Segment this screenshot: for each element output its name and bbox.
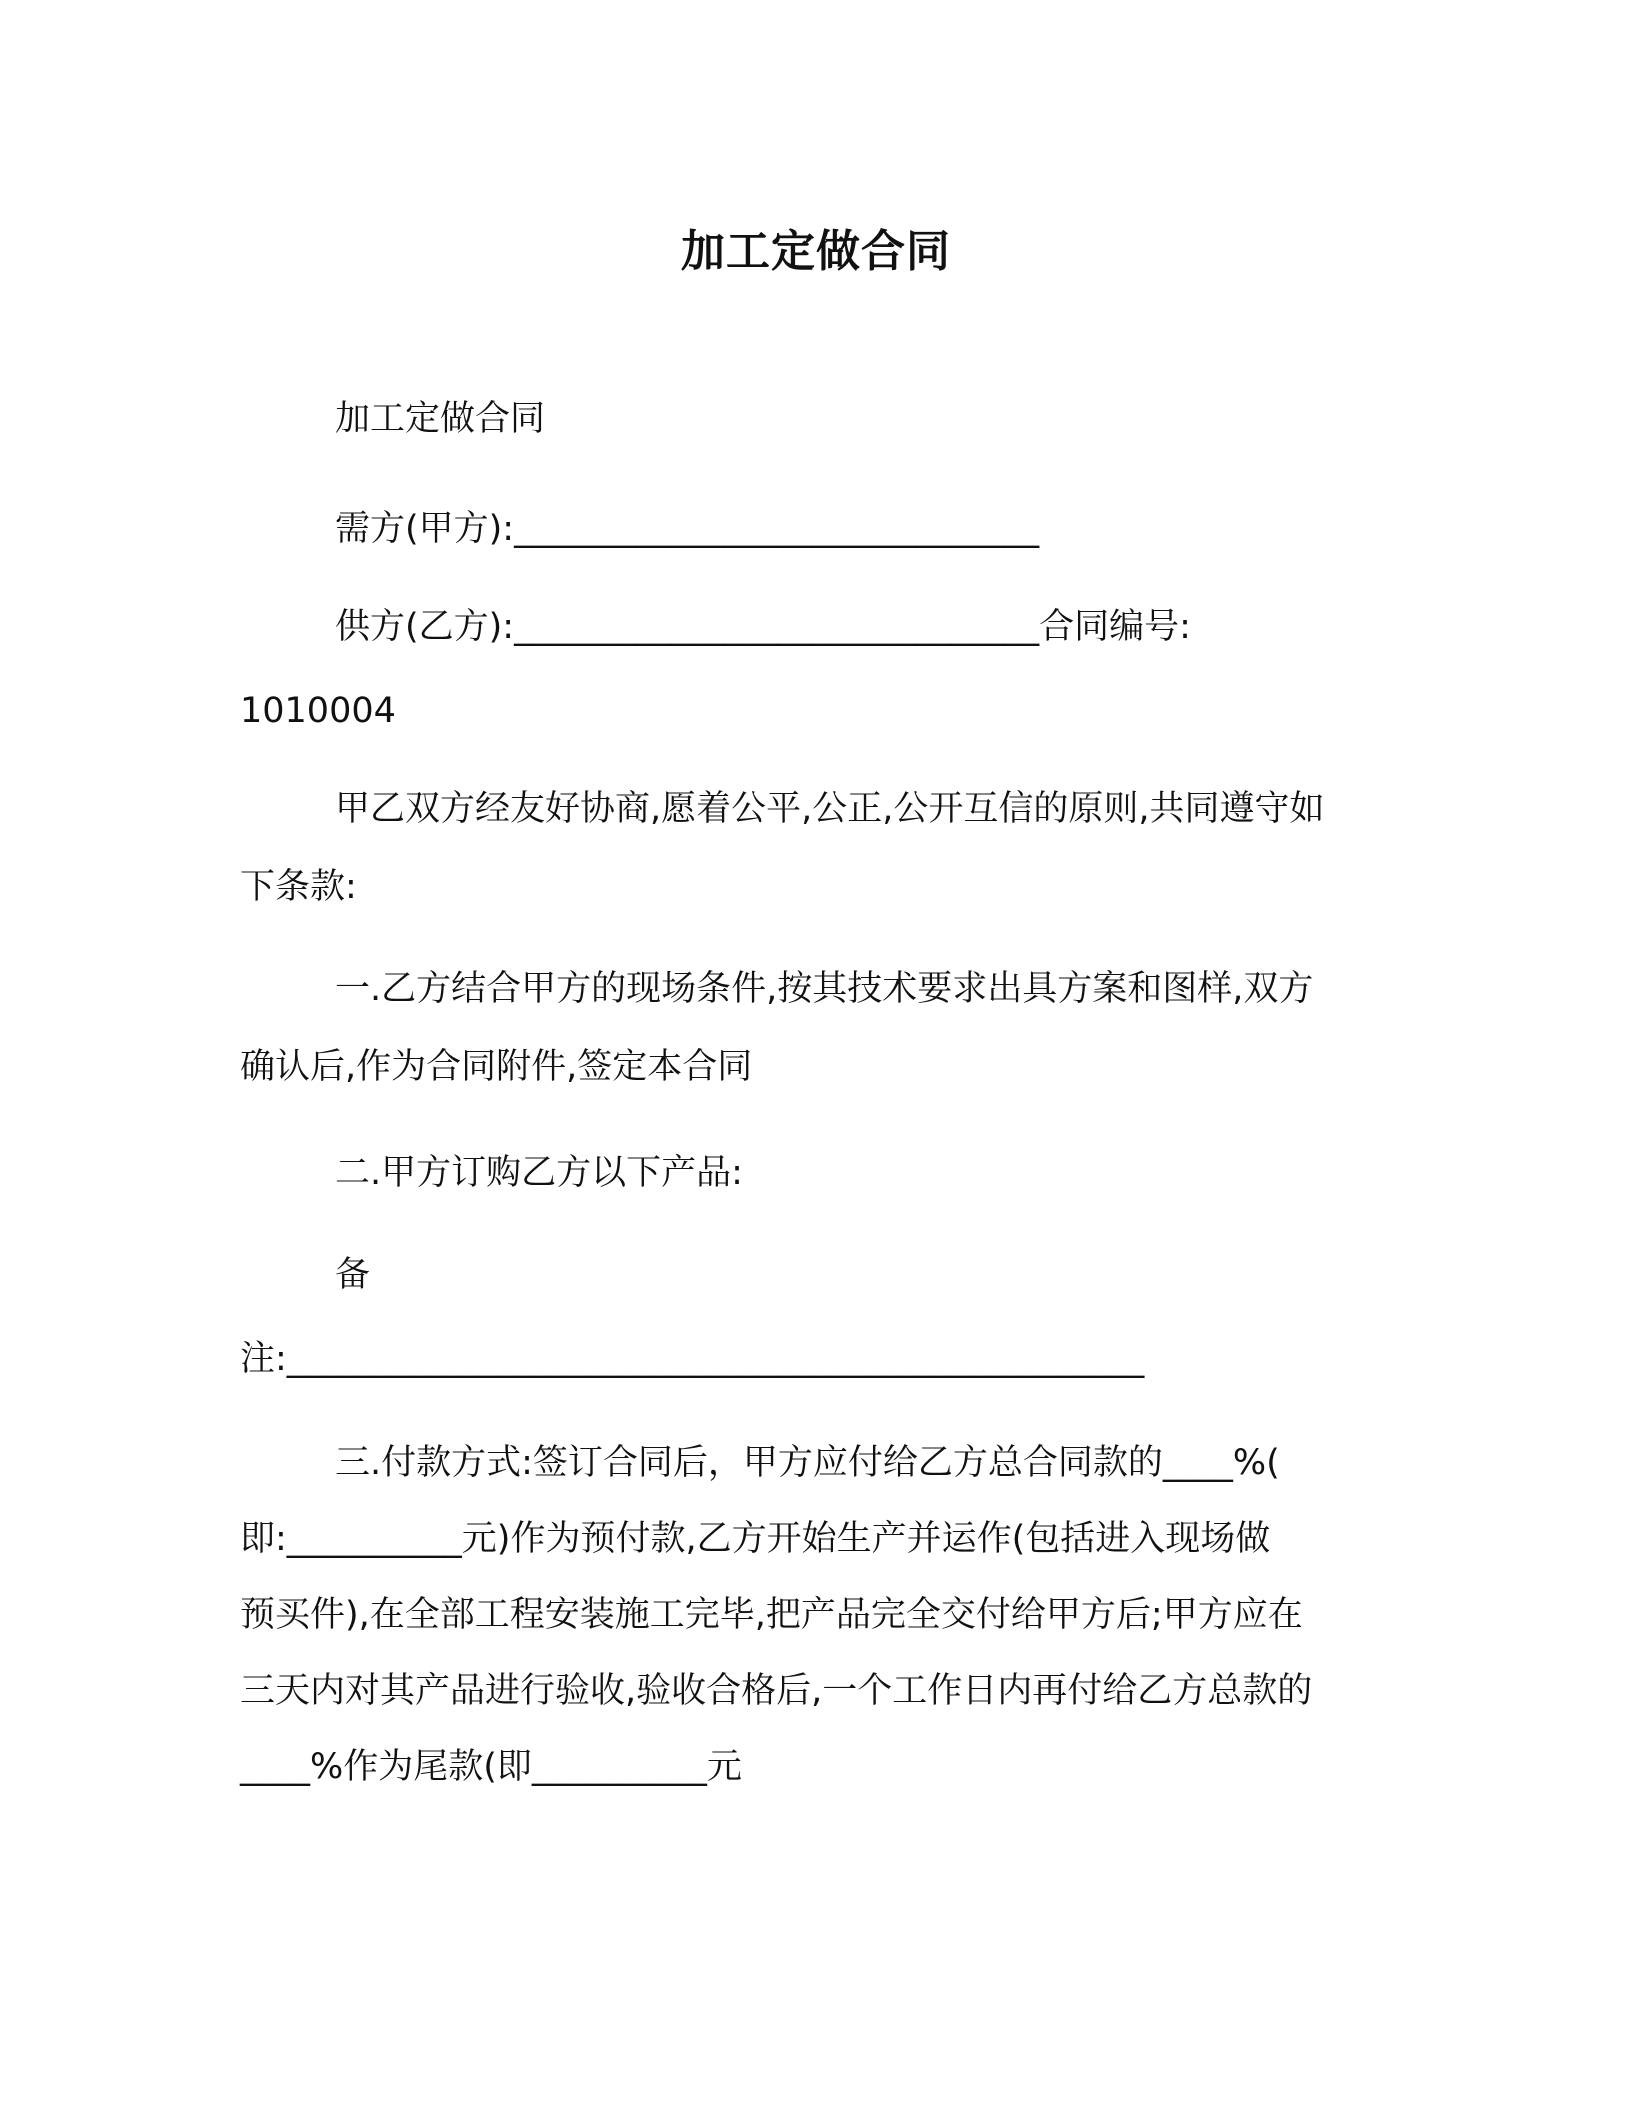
clause-1-line-2: 确认后,作为合同附件,签定本合同 [240,1047,753,1087]
clause-3-line-1: 三.付款方式:签订合同后，甲方应付给乙方总合同款的____%( [335,1443,1280,1483]
document-title: 加工定做合同 [681,226,951,277]
clause-3-line-4: 三天内对其产品进行验收,验收合格后,一个工作日内再付给乙方总款的 [240,1671,1313,1711]
clause-3-line-5: ____%作为尾款(即__________元 [240,1747,742,1787]
preamble-line-1: 甲乙双方经友好协商,愿着公平,公正,公开互信的原则,共同遵守如 [335,789,1325,829]
clause-3-line-2: 即:__________元)作为预付款,乙方开始生产并运作(包括进入现场做 [240,1519,1271,1559]
clause-3-line-3: 预买件),在全部工程安装施工完毕,把产品完全交付给甲方后;甲方应在 [240,1595,1303,1635]
contract-number: 1010004 [240,691,396,731]
preamble-line-2: 下条款: [240,867,357,907]
clause-1-line-1: 一.乙方结合甲方的现场条件,按其技术要求出具方案和图样,双方 [335,969,1314,1009]
party-b-line: 供方(乙方):______________________________合同编号: [335,607,1191,647]
clause-2-line: 二.甲方订购乙方以下产品: [335,1153,743,1193]
contract-heading: 加工定做合同 [335,399,546,439]
remarks-blank-line: 注:_________________________________________________ [240,1339,1145,1379]
remarks-label-line: 备 [335,1255,371,1295]
party-a-line: 需方(甲方):______________________________ [335,509,1040,549]
